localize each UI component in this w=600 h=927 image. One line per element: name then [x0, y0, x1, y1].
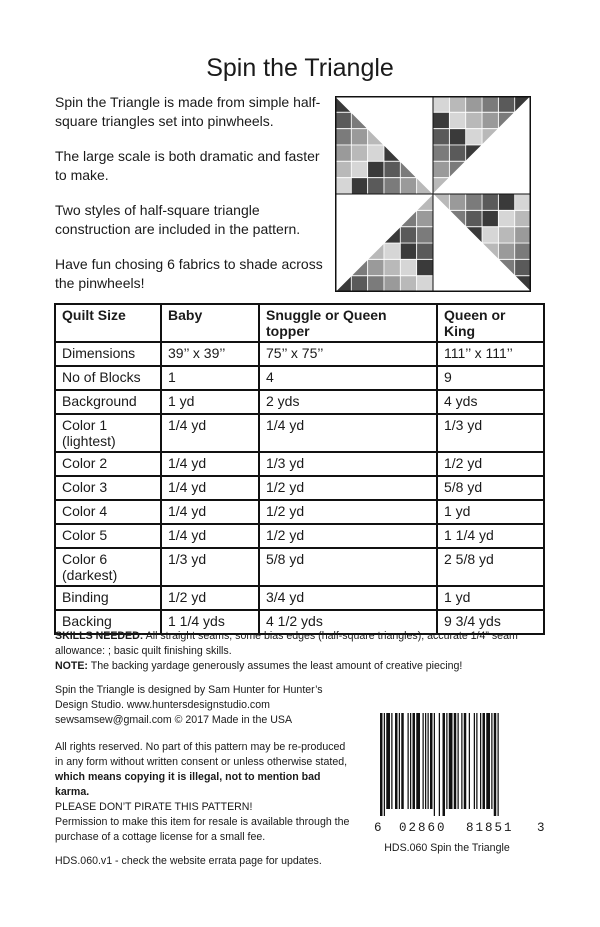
- barcode-bar: [401, 713, 404, 809]
- triangle-patch: [351, 145, 367, 161]
- table-cell: Color 1 (lightest): [55, 414, 161, 452]
- table-cell: 1 yd: [437, 500, 544, 524]
- table-row: [55, 586, 544, 610]
- barcode-bar: [476, 713, 477, 809]
- table-row: [55, 476, 544, 500]
- triangle-patch: [482, 96, 498, 112]
- triangle-patch: [351, 161, 367, 177]
- table-cell: 4 1/2 yds: [259, 610, 437, 634]
- table-cell: Color 4: [55, 500, 161, 524]
- table-cell: 1/3 yd: [437, 414, 544, 452]
- table-cell: Color 5: [55, 524, 161, 548]
- triangle-patch: [449, 129, 465, 145]
- table-cell: 4 yds: [437, 390, 544, 414]
- barcode-digit-first: 6: [374, 821, 382, 835]
- triangle-patch: [351, 178, 367, 194]
- table-row: [55, 452, 544, 476]
- triangle-patch: [417, 259, 433, 275]
- barcode-bar: [486, 713, 490, 809]
- table-row: [55, 342, 544, 366]
- table-cell: 1/4 yd: [161, 476, 259, 500]
- table-cell: 2 yds: [259, 390, 437, 414]
- table-cell: 111’’ x 111’’: [437, 342, 544, 366]
- triangle-patch: [384, 178, 400, 194]
- notes-block: [55, 629, 545, 674]
- credit-line: Design Studio. www.huntersdesignstudio.com: [55, 699, 270, 711]
- page-title: Spin the Triangle: [206, 54, 394, 82]
- table-cell: 1/4 yd: [259, 414, 437, 452]
- barcode-bar: [416, 713, 420, 809]
- table-row: [55, 500, 544, 524]
- intro-paragraph: Have fun chosing 6 fabrics to shade across the pinwheels!: [55, 256, 323, 291]
- table-row: [55, 414, 544, 452]
- triangle-patch: [368, 276, 384, 292]
- skills-label: SKILLS NEEDED:: [55, 630, 144, 642]
- triangle-patch: [482, 112, 498, 128]
- barcode-digit-last: 3: [537, 821, 545, 835]
- triangle-patch: [482, 194, 498, 210]
- triangle-patch: [400, 178, 416, 194]
- barcode-bar: [469, 713, 470, 809]
- table-cell: 1 yd: [437, 586, 544, 610]
- triangle-patch: [498, 96, 514, 112]
- triangle-patch: [368, 259, 384, 275]
- table-cell: 1 1/4 yds: [161, 610, 259, 634]
- triangle-patch: [449, 112, 465, 128]
- triangle-patch: [417, 210, 433, 226]
- table-cell: 1 yd: [161, 390, 259, 414]
- barcode-bar: [425, 713, 426, 809]
- table-cell: 1/4 yd: [161, 414, 259, 452]
- triangle-patch: [400, 259, 416, 275]
- triangle-patch: [368, 145, 384, 161]
- table-cell: 4: [259, 366, 437, 390]
- table-header-cell: Quilt Size: [55, 304, 161, 342]
- barcode-bar: [443, 713, 446, 816]
- table-cell: 1/4 yd: [161, 500, 259, 524]
- skills-needed: [55, 629, 545, 659]
- table-header-row: [55, 304, 544, 342]
- barcode-bar: [491, 713, 492, 809]
- table-row: [55, 366, 544, 390]
- barcode-bar: [434, 713, 435, 816]
- note-text: The backing yardage generously assumes the least amount of creative piecing!: [87, 660, 463, 672]
- triangle-patch: [368, 161, 384, 177]
- errata-note: HDS.060.v1 - check the website errata page for updates.: [55, 855, 322, 867]
- table-cell: 1/3 yd: [259, 452, 437, 476]
- triangle-patch: [417, 243, 433, 259]
- table-cell: 1/2 yd: [161, 586, 259, 610]
- backing-note: [55, 659, 545, 674]
- quilt-diagram: [335, 96, 531, 292]
- table-cell: 39’’ x 39’’: [161, 342, 259, 366]
- triangle-patch: [466, 96, 482, 112]
- triangle-patch: [417, 227, 433, 243]
- table-cell: 75’’ x 75’’: [259, 342, 437, 366]
- triangle-patch: [384, 276, 400, 292]
- triangle-patch: [466, 129, 482, 145]
- barcode-bar: [458, 713, 459, 809]
- triangle-patch: [384, 259, 400, 275]
- barcode-bar: [384, 713, 385, 816]
- triangle-patch: [433, 145, 449, 161]
- barcode-bar: [430, 713, 433, 809]
- triangle-patch: [449, 96, 465, 112]
- triangle-patch: [498, 194, 514, 210]
- table-row: [55, 524, 544, 548]
- intro-paragraph: The large scale is both dramatic and faster to make.: [55, 148, 320, 183]
- rights-line: All rights reserved. No part of this pattern may be re-produced in any form without written consent or unless otherwise stated,: [55, 741, 348, 768]
- table-cell: 1/2 yd: [259, 476, 437, 500]
- triangle-patch: [449, 145, 465, 161]
- triangle-patch: [515, 210, 531, 226]
- triangle-patch: [400, 243, 416, 259]
- table-header-cell: Baby: [161, 304, 259, 342]
- table-cell: 1/2 yd: [437, 452, 544, 476]
- table-cell: 1/2 yd: [259, 500, 437, 524]
- barcode-bar: [408, 713, 409, 809]
- table-cell: 1 1/4 yd: [437, 524, 544, 548]
- table-cell: 2 5/8 yd: [437, 548, 544, 586]
- table-cell: Color 2: [55, 452, 161, 476]
- barcode-bar: [480, 713, 481, 809]
- triangle-patch: [433, 129, 449, 145]
- triangle-patch: [515, 227, 531, 243]
- credit-line: sewsamsew@gmail.com © 2017 Made in the USA: [55, 714, 293, 726]
- table-cell: Backing: [55, 610, 161, 634]
- barcode-bar: [413, 713, 416, 809]
- triangle-patch: [498, 243, 514, 259]
- barcode-group-left: 02860: [399, 821, 447, 835]
- barcode-bar: [498, 713, 499, 816]
- triangle-patch: [384, 161, 400, 177]
- triangle-patch: [466, 194, 482, 210]
- triangle-patch: [368, 178, 384, 194]
- table-cell: 1/2 yd: [259, 524, 437, 548]
- table-cell: Dimensions: [55, 342, 161, 366]
- triangle-patch: [433, 112, 449, 128]
- triangle-patch: [335, 161, 351, 177]
- barcode-bar: [399, 713, 400, 809]
- note-label: NOTE:: [55, 660, 88, 672]
- table-cell: 1/4 yd: [161, 524, 259, 548]
- table-cell: 9: [437, 366, 544, 390]
- triangle-patch: [335, 145, 351, 161]
- triangle-patch: [417, 276, 433, 292]
- table-cell: 9 3/4 yds: [437, 610, 544, 634]
- triangle-patch: [449, 194, 465, 210]
- barcode-bar: [446, 713, 447, 809]
- intro-text: [55, 93, 327, 309]
- triangle-patch: [466, 210, 482, 226]
- triangle-patch: [400, 276, 416, 292]
- triangle-patch: [400, 227, 416, 243]
- table-cell: Binding: [55, 586, 161, 610]
- triangle-patch: [515, 243, 531, 259]
- triangle-patch: [466, 112, 482, 128]
- triangle-patch: [498, 210, 514, 226]
- triangle-patch: [335, 178, 351, 194]
- triangle-patch: [384, 243, 400, 259]
- table-row: [55, 548, 544, 586]
- barcode-bar: [386, 713, 390, 809]
- design-credit: [55, 683, 345, 728]
- table-row: [55, 390, 544, 414]
- table-header-cell: Snuggle or Queen topper: [259, 304, 437, 342]
- triangle-patch: [351, 276, 367, 292]
- barcode-bar: [474, 713, 475, 809]
- table-cell: 1/4 yd: [161, 452, 259, 476]
- barcode-bar: [449, 713, 453, 809]
- triangle-patch: [433, 161, 449, 177]
- barcode-bar: [410, 713, 411, 809]
- credit-line: Spin the Triangle is designed by Sam Hunter for Hunter’s: [55, 684, 323, 696]
- table-cell: 1/3 yd: [161, 548, 259, 586]
- table-cell: Color 3: [55, 476, 161, 500]
- rights-bold: which means copying it is illegal, not to mention bad karma.: [55, 771, 321, 798]
- rights-notice: [55, 740, 355, 845]
- table-cell: 5/8 yd: [437, 476, 544, 500]
- skills-text: All straight seams, some bias edges (half-square triangles); accurate 1/4” seam allowance: ; basic quilt finishing skills.: [55, 630, 518, 657]
- triangle-patch: [335, 112, 351, 128]
- barcode-bar: [483, 713, 486, 809]
- barcode: [376, 713, 542, 818]
- triangle-patch: [515, 194, 531, 210]
- table-cell: No of Blocks: [55, 366, 161, 390]
- rights-text: [55, 740, 355, 800]
- barcode-group-right: 81851: [466, 821, 514, 835]
- triangle-patch: [482, 210, 498, 226]
- barcode-bar: [464, 713, 467, 809]
- rights-line: Permission to make this item for resale is available through the purchase of a cottage license for a small fee.: [55, 816, 350, 843]
- table-header-cell: Queen or King: [437, 304, 544, 342]
- barcode-bar: [391, 713, 392, 809]
- triangle-patch: [498, 227, 514, 243]
- barcode-bar: [423, 713, 424, 809]
- triangle-patch: [482, 227, 498, 243]
- triangle-patch: [433, 96, 449, 112]
- table-cell: Background: [55, 390, 161, 414]
- triangle-patch: [335, 129, 351, 145]
- barcode-bar: [395, 713, 398, 809]
- barcode-bar: [461, 713, 462, 809]
- triangle-patch: [351, 129, 367, 145]
- intro-paragraph: Two styles of half-square triangle construction are included in the pattern.: [55, 202, 301, 237]
- fabric-requirements-table: [54, 303, 545, 635]
- barcode-bar: [428, 713, 429, 809]
- rights-line: PLEASE DON’T PIRATE THIS PATTERN!: [55, 801, 253, 813]
- table-cell: 1: [161, 366, 259, 390]
- barcode-caption: HDS.060 Spin the Triangle: [384, 842, 510, 854]
- barcode-bar: [454, 713, 457, 809]
- triangle-patch: [515, 259, 531, 275]
- table-cell: 5/8 yd: [259, 548, 437, 586]
- barcode-bar: [439, 713, 440, 816]
- table-cell: 3/4 yd: [259, 586, 437, 610]
- intro-paragraph: Spin the Triangle is made from simple half-square triangles set into pinwheels.: [55, 94, 321, 129]
- barcode-bar: [380, 713, 383, 816]
- barcode-bar: [494, 713, 497, 816]
- table-cell: Color 6 (darkest): [55, 548, 161, 586]
